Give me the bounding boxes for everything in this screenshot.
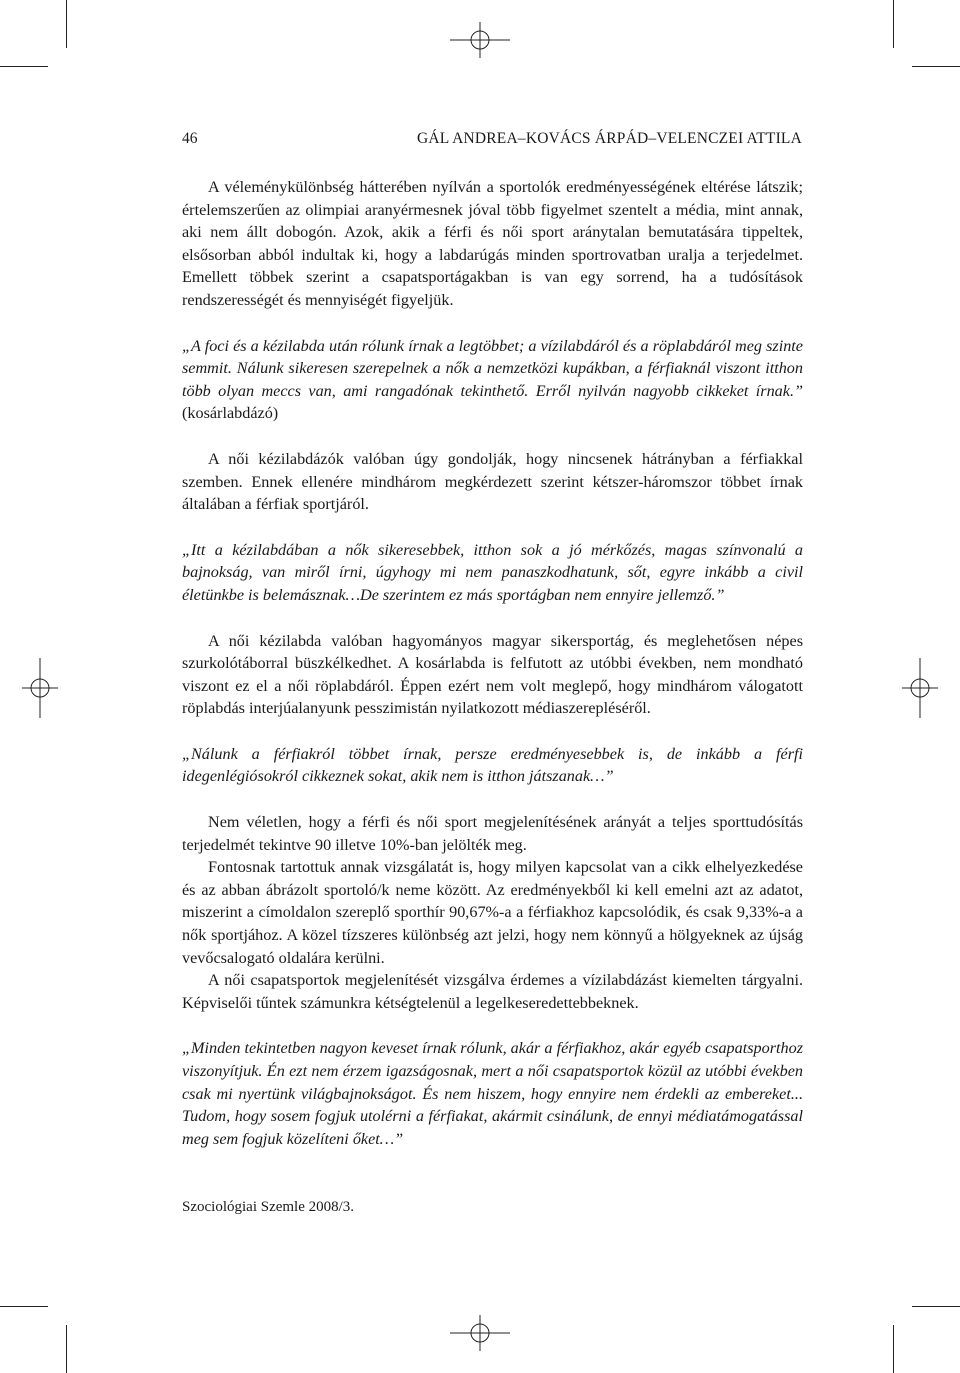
page-body <box>182 176 803 1150</box>
body-paragraph: Nem véletlen, hogy a férfi és női sport megjelenítésének arányát a teljes sporttudósítás terjedelmét tekintve 90 illetve 10%-ban jelölték meg. <box>182 813 803 854</box>
interview-quote: „Minden tekintetben nagyon keveset írnak rólunk, akár a férfiakhoz, akár egyéb csapatsporthoz viszonyítjuk. Én ezt nem érzem igazságosnak, mert a női csapatsportok közül az utóbbi években csak mi nyertünk világbajnokságot. És nem hiszem, hogy ennyire nem érdekli az embereket... Tudom, hogy sosem fogjuk utolérni a férfiakat, akármit csinálunk, de ennyi médiatámogatással meg sem fogjuk közelíteni őket…” <box>182 1039 803 1148</box>
registration-mark-icon <box>450 22 510 58</box>
crop-mark <box>0 66 48 67</box>
crop-mark <box>893 1325 894 1373</box>
running-header <box>182 130 802 152</box>
body-paragraph: A női kézilabdázók valóban úgy gondolják, hogy nincsenek hátrányban a férfiakkal szemben. Ennek ellenére mindhárom megkérdezett szerint kétszer-háromszor többet írnak általában a férfiak sportjáról. <box>182 449 803 514</box>
running-title: GÁL ANDREA–KOVÁCS ÁRPÁD–VELENCZEI ATTILA <box>416 130 802 147</box>
body-paragraph: A véleménykülönbség hátterében nyílván a sportolók eredményességének eltérése látszik; értelemszerűen az olimpiai aranyérmesnek jóval több figyelmet szentelt a média, mint annak, aki nem állt dobogón. Azok, akik a férfi és női sport aránytalan bemutatására tippeltek, elsősorban abból indultak ki, hogy a labdarúgás minden sportrovatban uralja a terjedelmet. Emellett többek szerint a csapatsportágakban is van egy sorrend, ha a tudósítások rendszerességét és mennyiségét figyeljük. <box>182 178 803 309</box>
journal-footer: Szociológiai Szemle 2008/3. <box>182 1199 355 1215</box>
body-paragraph: A női kézilabda valóban hagyományos magyar sikersportág, és meglehetősen népes szurkolótáborral büszkélkedhet. A kosárlabda is felfutott az utóbbi években, nem mondható viszont ez el a női röplabdáról. Éppen ezért nem volt meglepő, hogy mindhárom válogatott röplabdás interjúalanyunk pesszimistán nyilatkozott médiaszerepléséről. <box>182 631 803 718</box>
crop-mark <box>912 66 960 67</box>
registration-mark-icon <box>450 1315 510 1351</box>
crop-mark <box>66 0 67 48</box>
interview-quote <box>182 335 803 425</box>
crop-mark <box>912 1306 960 1307</box>
registration-mark-icon <box>22 658 58 718</box>
quote-text: „A foci és a kézilabda után rólunk írnak a legtöbbet; a vízilabdáról és a röplabdáról meg szinte semmit. Nálunk sikeresen szerepelnek a nők a nemzetközi kupákban, a férfiaknál viszont itthon több olyan meccs van, ami rangadónak tekinthető. Erről nyilván nagyobb cikkeket írnak.” <box>182 336 803 400</box>
page-number: 46 <box>182 130 198 147</box>
body-paragraph: Fontosnak tartottuk annak vizsgálatát is, hogy milyen kapcsolat van a cikk elhelyezkedése és az abban ábrázolt sportoló/k neme között. Az eredményekből ki kell emelni azt az adatot, miszerint a címoldalon szereplő sporthír 90,67%-a a férfiakhoz kapcsolódik, és csak 9,33%-a a nők sportjához. A közel tízszeres különbség azt jelzi, hogy nem könnyű a hölgyeknek az újság vevőcsalogató oldalára kerülni. <box>182 858 803 967</box>
crop-mark <box>893 0 894 48</box>
quote-attribution: (kosárlabdázó) <box>182 404 279 423</box>
body-paragraph: A női csapatsportok megjelenítését vizsgálva érdemes a vízilabdázást kiemelten tárgyalni. Képviselői tűntek számunkra kétségtelenül a legelkeseredettebbeknek. <box>182 971 803 1012</box>
interview-quote: „Nálunk a férfiakról többet írnak, persze eredményesebbek is, de inkább a férfi idegenlégiósokról cikkeznek sokat, akik nem is itthon játszanak…” <box>182 744 803 786</box>
registration-mark-icon <box>902 658 938 718</box>
crop-mark <box>66 1325 67 1373</box>
interview-quote: „Itt a kézilabdában a nők sikeresebbek, itthon sok a jó mérkőzés, magas színvonalú a bajnokság, van miről írni, úgyhogy mi nem panaszkodhatunk, sőt, egyre inkább a civil életünkbe is belemásznak…De szerintem ez más sportágban nem ennyire jellemző.” <box>182 540 803 604</box>
crop-mark <box>0 1306 48 1307</box>
